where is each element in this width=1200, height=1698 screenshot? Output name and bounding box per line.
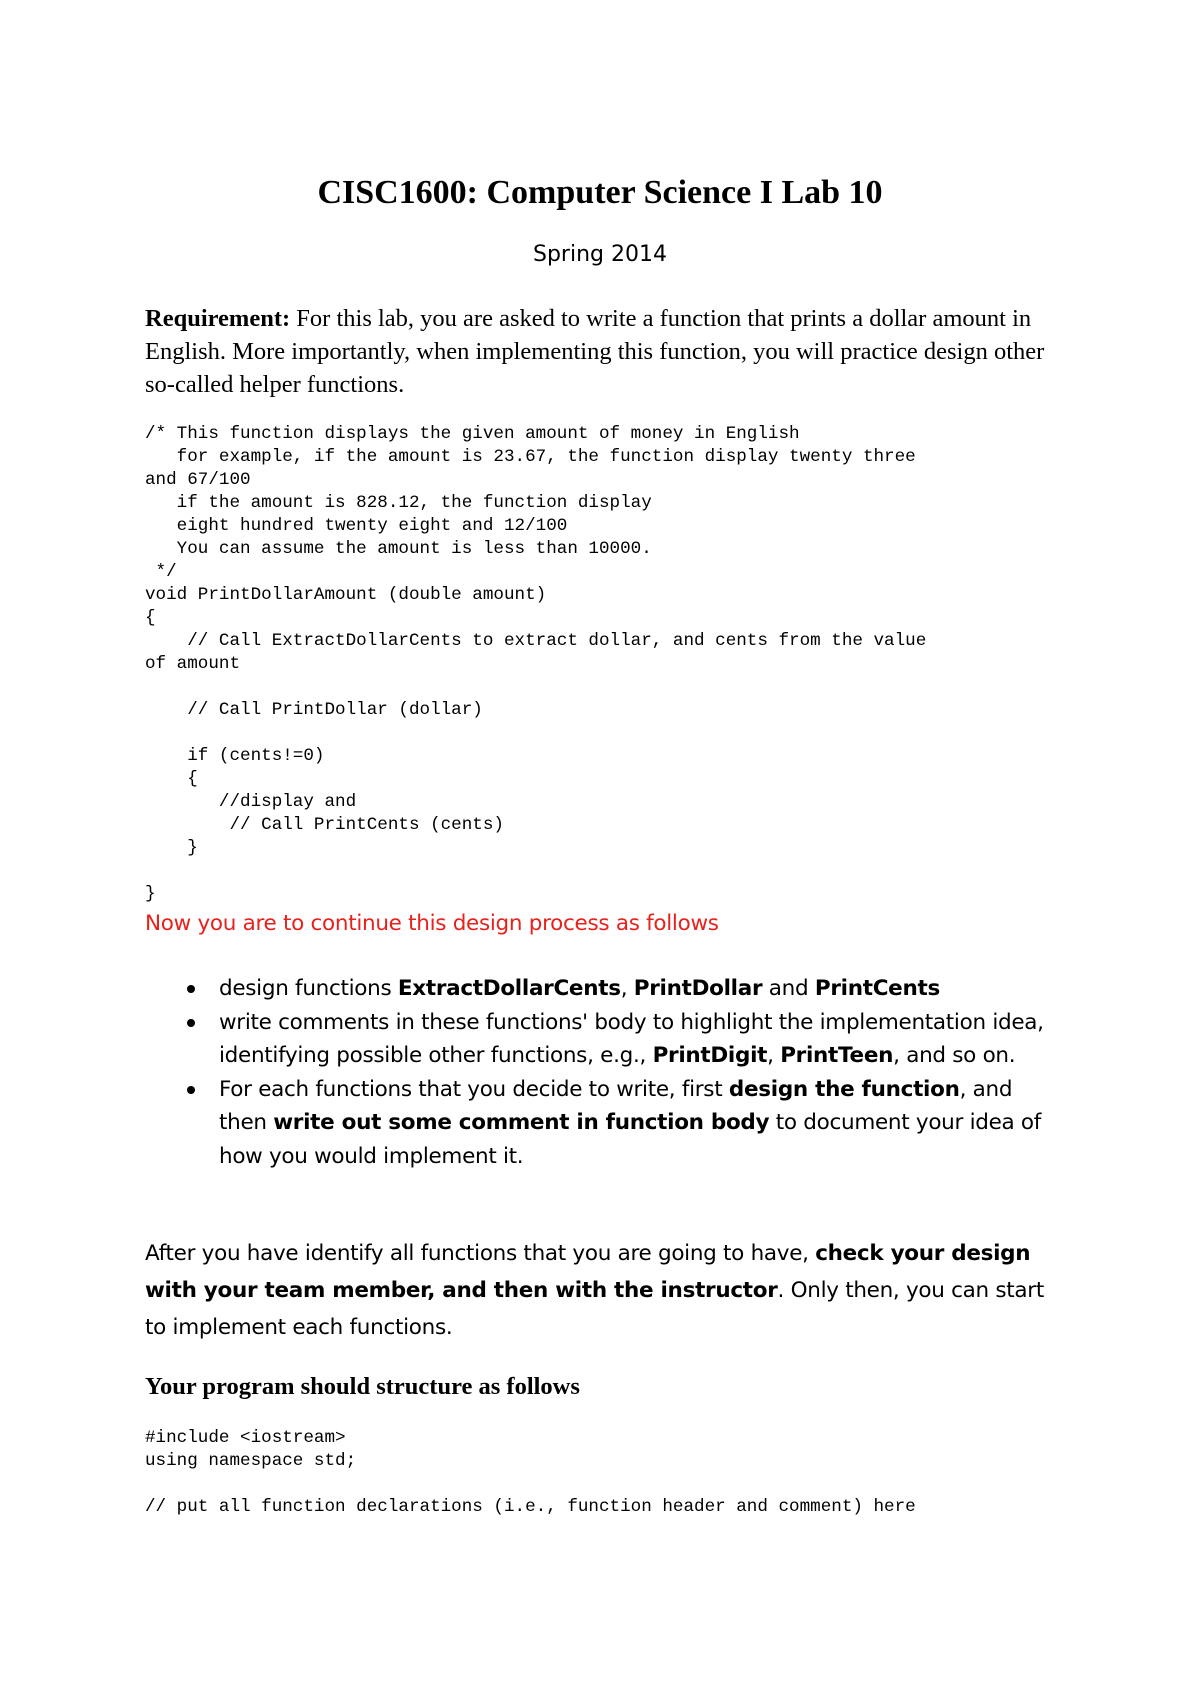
code-block-program-structure: #include <iostream> using namespace std; // put all function declarations (i.e., function header and comment) here: [145, 1428, 916, 1517]
list-item: write comments in these functions' body to highlight the implementation idea, identifying possible other functions, e.g., PrintDigit, PrintTeen, and so on.: [145, 1006, 1065, 1073]
document-title: CISC1600: Computer Science I Lab 10: [317, 174, 883, 211]
bullet-icon: [187, 985, 195, 993]
list-item: For each functions that you decide to write, first design the function, and then write out some comment in function body to document your idea of how you would implement it.: [145, 1073, 1065, 1174]
code-block-print-dollar-amount: /* This function displays the given amount of money in English for example, if the amount is 23.67, the function display twenty three and 67/100 if the amount is 828.12, the function display eight hundred twenty eight and 12/100 You can assume the amount is less than 10000. */ void PrintDollarAmount (double amount) { // Call ExtractDollarCents to extract dollar, and cents from the value of amount // Call PrintDollar (dollar) if (cents!=0) { //display and // Call PrintCents (cents) } }: [145, 424, 927, 904]
task-list: [145, 972, 1065, 1173]
list-item: design functions ExtractDollarCents, PrintDollar and PrintCents: [145, 972, 1065, 1006]
review-paragraph: After you have identify all functions that you are going to have, check your design with your team member, and then with the instructor. Only then, you can start to implement each functions.: [145, 1241, 1044, 1340]
instruction-heading: Now you are to continue this design process as follows: [145, 911, 719, 936]
bullet-icon: [187, 1019, 195, 1027]
requirement-paragraph: [145, 302, 1065, 401]
document-subtitle: Spring 2014: [533, 242, 667, 267]
bullet-icon: [187, 1086, 195, 1094]
requirement-label: Requirement:: [145, 305, 291, 332]
structure-heading: Your program should structure as follows: [145, 1373, 580, 1400]
requirement-text: For this lab, you are asked to write a function that prints a dollar amount in English. More importantly, when implementing this function, you will practice design other so-called helper functions.: [145, 305, 1045, 398]
